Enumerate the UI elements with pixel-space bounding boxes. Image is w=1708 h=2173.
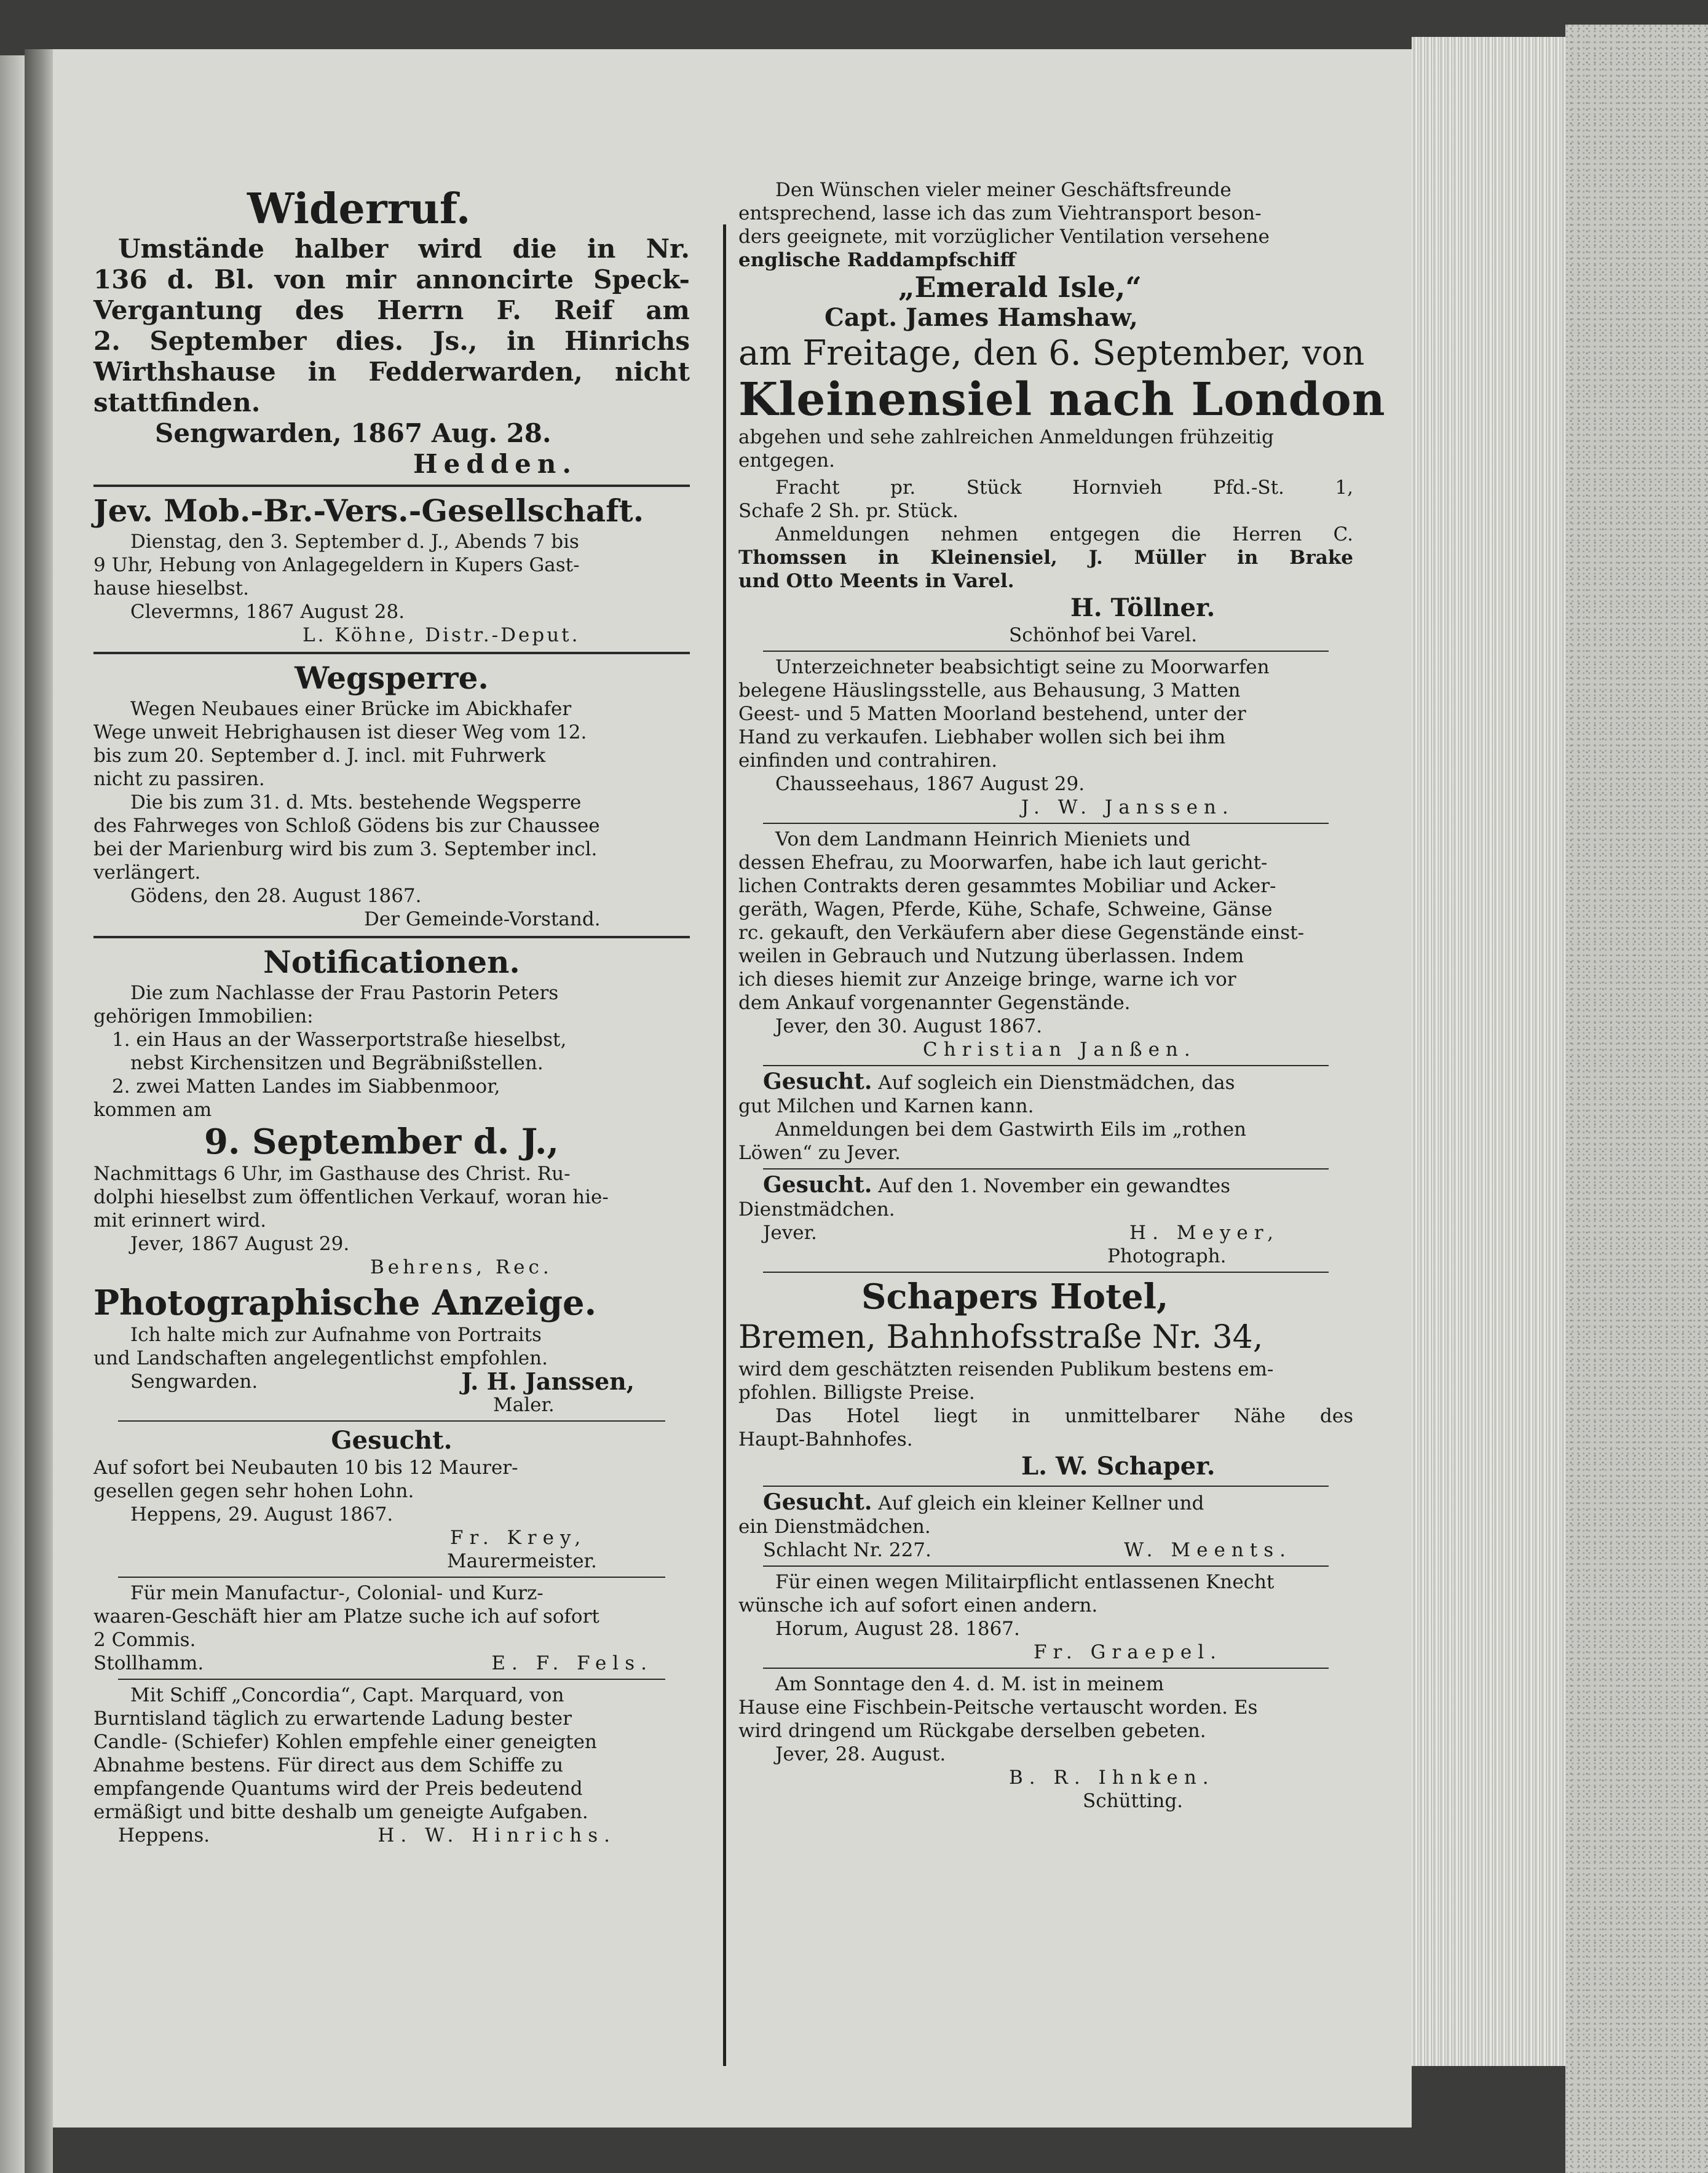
ad-line: 2. zwei Matten Landes im Siabbenmoor, — [112, 1075, 500, 1098]
ad-line: pfohlen. Billigste Preise. — [738, 1382, 975, 1404]
ad-place-date: Heppens, 29. August 1867. — [130, 1503, 393, 1526]
ad-line: entsprechend, lasse ich das zum Viehtransport beson- — [738, 202, 1262, 224]
ad-line: wünsche ich auf sofort einen andern. — [738, 1594, 1098, 1617]
right-column — [738, 178, 1386, 1813]
section-rule — [118, 1577, 665, 1578]
ad-line: Wegen Neubaues einer Brücke im Abickhafer — [130, 698, 572, 720]
ad-line: 1. ein Haus an der Wasserportstraße hieselbst, — [112, 1029, 567, 1051]
ad-signature: J. H. Janssen, — [461, 1368, 635, 1395]
ad-line: Dienstag, den 3. September d. J., Abends 7 bis — [130, 531, 579, 553]
ad-line: Fracht pr. Stück Hornvieh Pfd.-St. 1, — [775, 477, 1353, 499]
ad-line: wird dem geschätzten reisenden Publikum bestens em- — [738, 1358, 1274, 1380]
ad-line: kommen am — [93, 1099, 212, 1121]
ad-line: Hause eine Fischbein-Peitsche vertauscht worden. Es — [738, 1696, 1258, 1719]
ad-line: rc. gekauft, den Verkäufern aber diese Gegenstände einst- — [738, 922, 1305, 944]
ad-line: 2. September dies. Js., in Hinrichs — [93, 326, 690, 356]
ad-gesucht-dienstmaedchen-eils — [738, 1070, 1353, 1165]
ad-line: Candle- (Schiefer) Kohlen empfehle einer geneigten — [93, 1731, 597, 1753]
ad-place-date: Jever, den 30. August 1867. — [775, 1015, 1043, 1037]
ad-line: Für einen wegen Militairpflicht entlassenen Knecht — [775, 1571, 1275, 1593]
ad-title: Jev. Mob.-Br.-Vers.-Gesellschaft. — [93, 493, 644, 529]
ad-line: Unterzeichneter beabsichtigt seine zu Moorwarfen — [775, 656, 1270, 678]
ad-line: nebst Kirchensitzen und Begräbnißstellen. — [130, 1052, 544, 1074]
ad-line: abgehen und sehe zahlreichen Anmeldungen frühzeitig — [738, 426, 1274, 448]
ad-signature: Der Gemeinde-Vorstand. — [364, 908, 601, 930]
ad-signature: L. W. Schaper. — [1021, 1452, 1216, 1481]
ad-role: Maurermeister. — [447, 1550, 597, 1572]
ad-line: Auf gleich ein kleiner Kellner und — [878, 1492, 1204, 1514]
section-rule — [763, 1486, 1329, 1487]
ad-line: des Fahrweges von Schloß Gödens bis zur Chaussee — [93, 815, 600, 837]
ad-signature: Behrens, Rec. — [370, 1256, 553, 1278]
ad-signature: B. R. Ihnken. — [1009, 1767, 1215, 1789]
ad-line: gehörigen Immobilien: — [93, 1005, 314, 1027]
ad-line: Umstände halber wird die in Nr. — [118, 234, 690, 264]
ad-gesucht-maurer — [93, 1425, 690, 1573]
ad-line: ein Dienstmädchen. — [738, 1516, 931, 1538]
ad-line: Thomssen in Kleinensiel, J. Müller in Brake — [738, 547, 1353, 569]
left-page-edge — [0, 55, 25, 2173]
ad-wegsperre — [93, 659, 690, 931]
ad-place-date: Chausseehaus, 1867 August 29. — [775, 773, 1085, 795]
ad-line: stattfinden. — [93, 387, 261, 418]
ad-line: 9 Uhr, Hebung von Anlagegeldern in Kupers Gast- — [93, 554, 580, 576]
ad-signature: Christian Janßen. — [923, 1039, 1196, 1061]
ad-signature: Fr. Graepel. — [1034, 1641, 1222, 1663]
ad-place-date: Jever, 28. August. — [775, 1743, 946, 1765]
ad-widerruf — [93, 184, 690, 480]
section-rule — [763, 651, 1329, 652]
ad-haeuslingsstelle — [738, 655, 1353, 819]
ad-line: Die bis zum 31. d. Mts. bestehende Wegsperre — [130, 791, 582, 813]
ad-line: belegene Häuslingsstelle, aus Behausung, 3 Matten — [738, 679, 1241, 702]
book-gutter — [25, 49, 53, 2173]
ad-line: Nachmittags 6 Uhr, im Gasthause des Christ. Ru- — [93, 1163, 571, 1185]
ad-line: Den Wünschen vieler meiner Geschäftsfreunde — [775, 179, 1232, 201]
ad-line: Geest- und 5 Matten Moorland bestehend, unter der — [738, 703, 1246, 725]
section-rule — [93, 485, 690, 487]
ad-place: Stollhamm. — [93, 1652, 204, 1674]
section-rule — [763, 1272, 1329, 1273]
ad-signature: Hedden. — [413, 449, 578, 479]
ad-role: Maler. — [493, 1394, 555, 1416]
ad-line: mit erinnert wird. — [93, 1209, 267, 1232]
ad-photographische-anzeige — [93, 1283, 690, 1417]
ad-line: gesellen gegen sehr hohen Lohn. — [93, 1480, 414, 1502]
ad-line: waaren-Geschäft hier am Platze suche ich auf sofort — [93, 1605, 599, 1628]
book-cover — [1565, 25, 1708, 2173]
ad-line: Für mein Manufactur-, Colonial- und Kurz- — [130, 1582, 544, 1604]
ad-gesucht-meyer — [738, 1173, 1353, 1268]
ad-line: 136 d. Bl. von mir annoncirte Speck- — [93, 264, 690, 295]
ad-date-heading: 9. September d. J., — [204, 1122, 559, 1162]
ad-line: gut Milchen und Karnen kann. — [738, 1095, 1034, 1117]
ad-line: lichen Contrakts deren gesammtes Mobiliar und Acker- — [738, 875, 1276, 897]
ad-line: Löwen“ zu Jever. — [738, 1142, 901, 1164]
ad-line: Anmeldungen nehmen entgegen die Herren C. — [775, 523, 1353, 545]
ad-signature: E. F. Fels. — [491, 1652, 653, 1674]
left-column — [93, 184, 690, 1847]
ad-line: Die zum Nachlasse der Frau Pastorin Peters — [130, 982, 559, 1004]
ad-line: Von dem Landmann Heinrich Mieniets und — [775, 828, 1191, 850]
ad-signature: Fr. Krey, — [450, 1527, 587, 1549]
ad-line: Auf sofort bei Neubauten 10 bis 12 Maurer- — [93, 1457, 518, 1479]
page-stack-edges — [1412, 37, 1565, 2066]
column-divider — [723, 224, 726, 2066]
newspaper-page — [53, 49, 1412, 2127]
ad-line: Auf sogleich ein Dienstmädchen, das — [878, 1072, 1235, 1094]
ad-line: empfangende Quantums wird der Preis bedeutend — [93, 1778, 583, 1800]
ad-line: Schafe 2 Sh. pr. Stück. — [738, 500, 959, 522]
ad-notificationen — [93, 943, 690, 1279]
ad-line: dessen Ehefrau, zu Moorwarfen, habe ich laut gericht- — [738, 852, 1268, 874]
ad-title: Wegsperre. — [295, 660, 489, 696]
ad-sig-place: Schönhof bei Varel. — [1009, 624, 1198, 646]
ad-signature: H. Töllner. — [1070, 593, 1216, 622]
ad-place: Sengwarden. — [130, 1371, 258, 1393]
ad-place-date: Clevermns, 1867 August 28. — [130, 601, 405, 623]
ad-line: ich dieses hiemit zur Anzeige bringe, warne ich vor — [738, 968, 1236, 991]
ad-lead: Gesucht. — [763, 1489, 872, 1515]
ad-place-date: Jever, 1867 August 29. — [130, 1233, 350, 1255]
ad-peitsche — [738, 1672, 1353, 1813]
ad-line: Das Hotel liegt in unmittelbarer Nähe des — [775, 1405, 1353, 1427]
ad-line: und Otto Meents in Varel. — [738, 570, 1014, 592]
ad-manufactur — [93, 1581, 690, 1675]
ad-line: und Landschaften angelegentlichst empfohlen. — [93, 1347, 548, 1369]
ad-line: bis zum 20. September d. J. incl. mit Fuhrwerk — [93, 745, 546, 767]
ad-lead: Gesucht. — [763, 1172, 872, 1198]
ad-captain: Capt. James Hamshaw, — [824, 303, 1138, 332]
ad-place: Schlacht Nr. 227. — [763, 1539, 931, 1561]
ad-place-date: Horum, August 28. 1867. — [775, 1618, 1020, 1640]
ad-line: wird dringend um Rückgabe derselben gebeten. — [738, 1720, 1206, 1742]
ad-line: Hand zu verkaufen. Liebhaber wollen sich bei ihm — [738, 726, 1226, 748]
ad-title: Gesucht. — [331, 1426, 453, 1455]
section-rule — [763, 1565, 1329, 1567]
ad-sig-place: Schütting. — [1083, 1790, 1184, 1812]
ad-line: ders geeignete, mit vorzüglicher Ventilation versehene — [738, 226, 1270, 248]
ad-line: Am Sonntage den 4. d. M. ist in meinem — [775, 1673, 1164, 1695]
ad-line: Anmeldungen bei dem Gastwirth Eils im „rothen — [775, 1118, 1247, 1141]
section-rule — [763, 1668, 1329, 1669]
ad-place: Jever. — [763, 1222, 817, 1244]
ad-signature: L. Köhne, Distr.-Deput. — [302, 624, 580, 646]
ad-line: Burntisland täglich zu erwartende Ladung bester — [93, 1708, 572, 1730]
section-rule — [763, 1168, 1329, 1170]
ad-line: geräth, Wagen, Pferde, Kühe, Schafe, Schweine, Gänse — [738, 898, 1273, 920]
ad-line: Wege unweit Hebrighausen ist dieser Weg vom 12. — [93, 721, 587, 743]
ad-line: dem Ankauf vorgenannter Gegenstände. — [738, 992, 1131, 1014]
ad-signature: J. W. Janssen. — [1021, 796, 1235, 818]
ad-date-line: am Freitage, den 6. September, von — [738, 333, 1365, 373]
ad-route: Kleinensiel nach London — [738, 373, 1386, 426]
ad-line: nicht zu passiren. — [93, 768, 265, 790]
ad-lead: Gesucht. — [763, 1069, 872, 1094]
ad-line: Auf den 1. November ein gewandtes — [878, 1175, 1231, 1197]
section-rule — [763, 823, 1329, 824]
ad-place: Heppens. — [118, 1824, 210, 1846]
ad-versicherung — [93, 492, 690, 647]
ad-line: Vergantung des Herrn F. Reif am — [93, 295, 690, 325]
ad-line: Dienstmädchen. — [738, 1198, 895, 1221]
ad-line: weilen in Gebrauch und Nutzung überlassen. Indem — [738, 945, 1244, 967]
ad-role: Photograph. — [1107, 1245, 1227, 1267]
section-rule — [118, 1679, 665, 1680]
ad-address: Bremen, Bahnhofsstraße Nr. 34, — [738, 1319, 1263, 1356]
ad-gesucht-kellner — [738, 1490, 1353, 1562]
ad-knecht — [738, 1570, 1353, 1664]
ad-line: Wirthshause in Fedderwarden, nicht — [93, 357, 690, 387]
ad-line: Ich halte mich zur Aufnahme von Portraits — [130, 1324, 542, 1346]
section-rule — [93, 936, 690, 938]
ad-place-date: Sengwarden, 1867 Aug. 28. — [155, 418, 552, 448]
ad-line: ermäßigt und bitte deshalb um geneigte Aufgaben. — [93, 1801, 588, 1823]
ad-line: dolphi hieselbst zum öffentlichen Verkauf, woran hie- — [93, 1186, 609, 1208]
section-rule — [763, 1065, 1329, 1066]
ad-line: Abnahme bestens. Für direct aus dem Schiffe zu — [93, 1754, 564, 1776]
ad-line: bei der Marienburg wird bis zum 3. September incl. — [93, 838, 598, 860]
ad-line: einfinden und contrahiren. — [738, 750, 998, 772]
ad-line: entgegen. — [738, 449, 835, 472]
ad-line: Mit Schiff „Concordia“, Capt. Marquard, von — [130, 1684, 564, 1706]
ad-schapers-hotel — [738, 1276, 1353, 1482]
ad-line: hause hieselbst. — [93, 577, 249, 600]
ad-title: Notificationen. — [263, 944, 520, 980]
ad-mieniets — [738, 828, 1353, 1061]
ad-signature: H. Meyer, — [1129, 1222, 1279, 1244]
ad-signature: H. W. Hinrichs. — [378, 1824, 616, 1846]
section-rule — [93, 652, 690, 654]
ad-line: 2 Commis. — [93, 1629, 196, 1651]
ad-emerald-isle — [738, 178, 1386, 647]
ad-signature: W. Meents. — [1124, 1539, 1292, 1561]
ad-line: verlängert. — [93, 861, 201, 884]
section-rule — [118, 1420, 665, 1422]
ad-title: Schapers Hotel, — [861, 1276, 1169, 1317]
ad-line: Haupt-Bahnhofes. — [738, 1428, 913, 1451]
ad-place-date: Gödens, den 28. August 1867. — [130, 885, 422, 907]
ad-title: Widerruf. — [247, 184, 471, 234]
ad-concordia — [93, 1684, 690, 1847]
ad-ship-type: englische Raddampfschiff — [738, 249, 1016, 271]
ad-ship-name: „Emerald Isle,“ — [898, 271, 1142, 304]
ad-title: Photographische Anzeige. — [93, 1283, 597, 1323]
